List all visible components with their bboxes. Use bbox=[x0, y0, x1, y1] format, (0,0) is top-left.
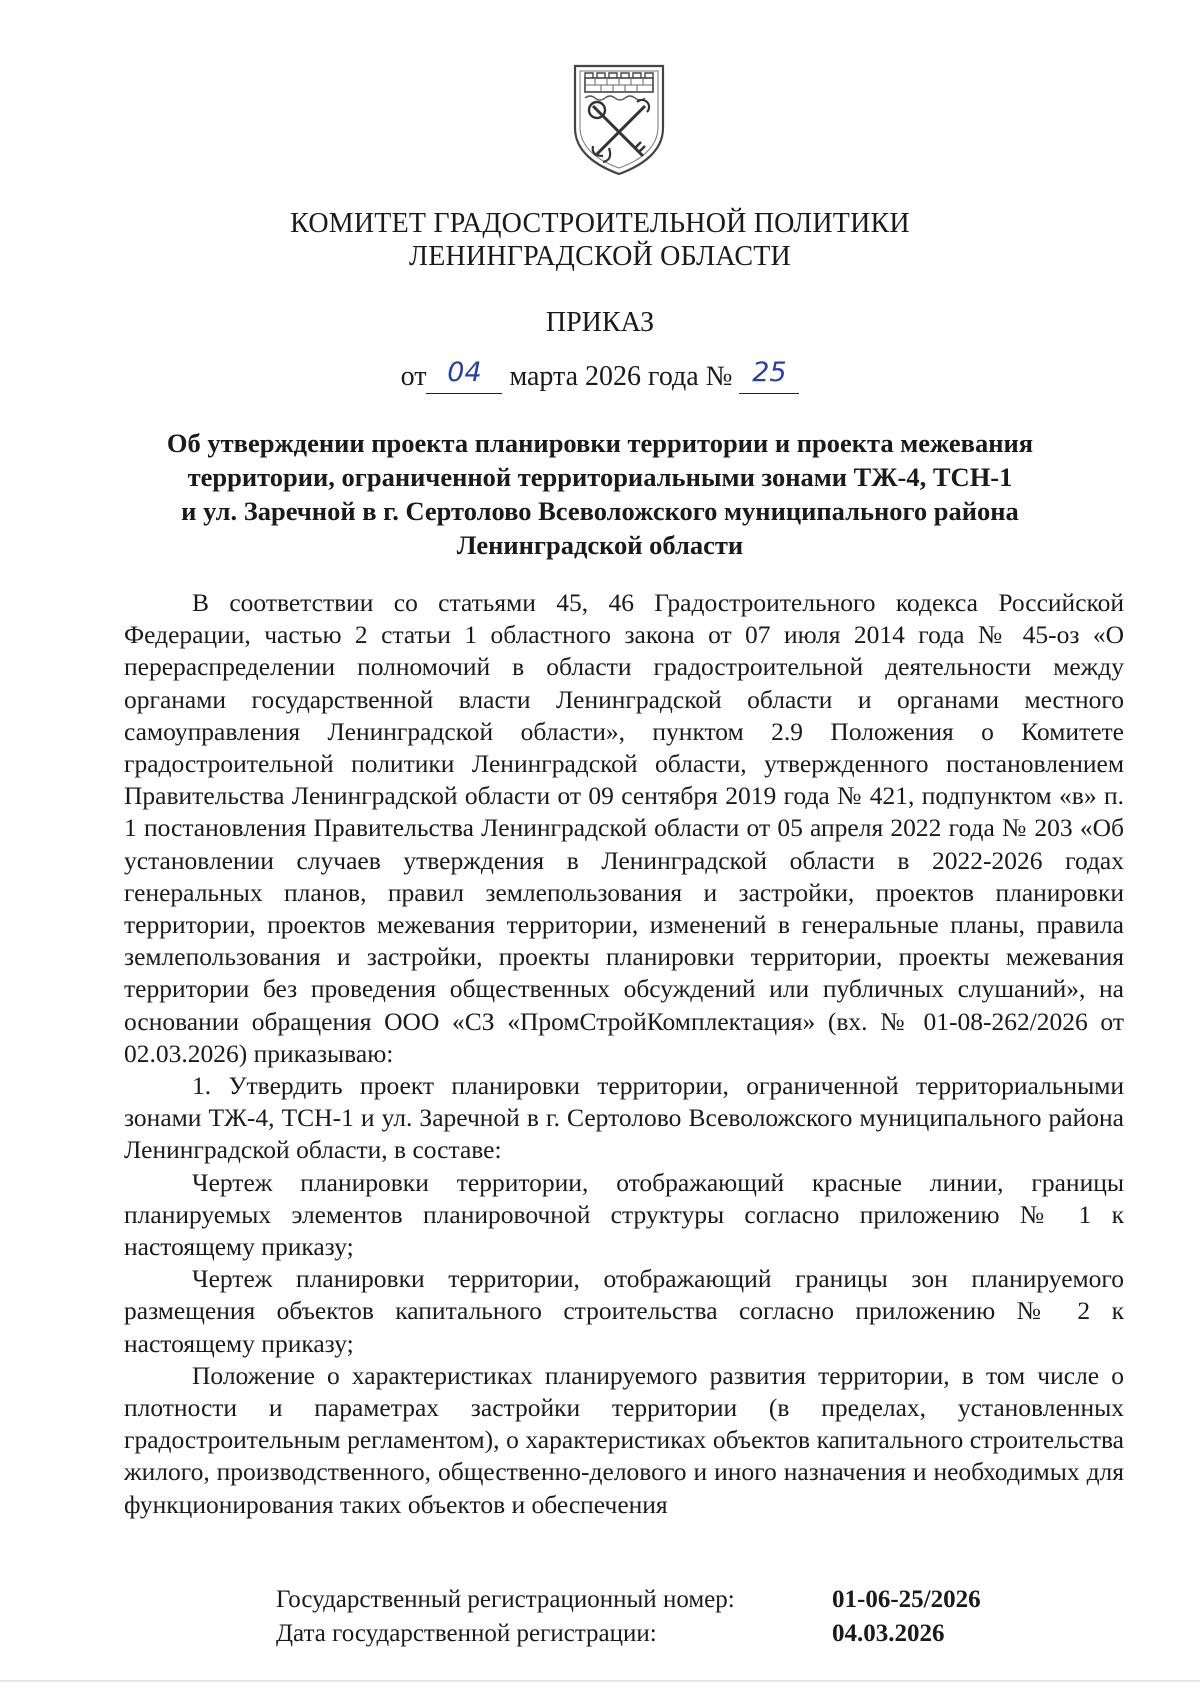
registration-block bbox=[276, 1583, 981, 1651]
order-body bbox=[124, 587, 1124, 1521]
registration-date-row bbox=[276, 1617, 981, 1651]
title-line-4: Ленинградской области bbox=[456, 530, 744, 560]
registration-date-value: 04.03.2026 bbox=[832, 1620, 945, 1647]
registration-number-value: 01-06-25/2026 bbox=[832, 1586, 981, 1613]
handwritten-number: 25 bbox=[752, 357, 787, 388]
committee-line-2: ЛЕНИНГРАДСКОЙ ОБЛАСТИ bbox=[409, 241, 791, 272]
date-month-year: марта 2026 года № bbox=[509, 361, 733, 392]
title-line-1: Об утверждении проекта планировки территории и проекта межевания bbox=[166, 428, 1034, 458]
title-line-2: территории, ограниченной территориальными зонами ТЖ-4, ТСН-1 bbox=[187, 462, 1013, 492]
drawing-1-paragraph: Чертеж планировки территории, отображающий красные линии, границы планируемых элементов планировочной структуры согласно приложению № 1 к настоящему приказу; bbox=[124, 1167, 1124, 1262]
registration-number-row bbox=[276, 1583, 981, 1617]
order-date-line bbox=[0, 357, 1200, 394]
drawing-2-paragraph: Чертеж планировки территории, отображающий границы зон планируемого размещения объектов капитального строительства согласно приложению № 2 к настоящему приказу; bbox=[124, 1264, 1124, 1358]
date-prefix: от bbox=[400, 361, 427, 392]
committee-line-1: КОМИТЕТ ГРАДОСТРОИТЕЛЬНОЙ ПОЛИТИКИ bbox=[290, 208, 910, 239]
registration-date-label: Дата государственной регистрации: bbox=[276, 1620, 657, 1647]
item-1-paragraph: 1. Утвердить проект планировки территории, ограниченной территориальными зонами ТЖ-4, ТСН-1 и ул. Заречной в г. Сертолово Всеволожского муниципального района Ленинградской области, в составе: bbox=[124, 1071, 1124, 1165]
title-line-3: и ул. Заречной в г. Сертолово Всеволожского муниципального района bbox=[181, 496, 1019, 526]
day-blank bbox=[426, 357, 502, 394]
scan-edge-divider bbox=[0, 1680, 1200, 1682]
registration-number-label: Государственный регистрационный номер: bbox=[276, 1586, 735, 1613]
coat-of-arms-icon bbox=[571, 62, 667, 176]
order-title bbox=[140, 426, 1060, 562]
committee-name bbox=[0, 207, 1200, 273]
regulation-paragraph: Положение о характеристиках планируемого развития территории, в том числе о плотности и параметрах застройки территории (в пределах, установленных градостроительным регламентом), о характеристиках объектов капитального строительства жилого, производственного, общественно-делового и иного назначения и необходимых для функционирования таких объектов и обеспечения bbox=[124, 1360, 1124, 1519]
handwritten-day: 04 bbox=[447, 357, 482, 388]
document-type: ПРИКАЗ bbox=[545, 307, 655, 338]
preamble-paragraph: В соответствии со статьями 45, 46 Градостроительного кодекса Российской Федерации, частью 2 статьи 1 областного закона от 07 июля 2014 года № 45-оз «О перераспределении полномочий в области градостроительной деятельности между органами государственной власти Ленинградской области и органами местного самоуправления Ленинградской области», пунктом 2.9 Положения о Комитете градостроительной политики Ленинградской области, утвержденного постановлением Правительства Ленинградской области от 09 сентября 2019 года № 421, подпунктом «в» п. 1 постановления Правительства Ленинградской области от 05 апреля 2022 года № 203 «Об установлении случаев утверждения в Ленинградской области в 2022-2026 годах генеральных планов, правил землепользования и застройки, проектов планировки территории, проектов межевания территории, изменений в генеральные планы, правила землепользования и застройки, проекты планировки территории, проекты межевания территории без проведения общественных обсуждений или публичных слушаний», на основании обращения ООО «СЗ «ПромСтройКомплектация» (вх. № 01-08-262/2026 от 02.03.2026) приказываю: bbox=[124, 588, 1124, 1068]
number-blank bbox=[739, 357, 799, 394]
